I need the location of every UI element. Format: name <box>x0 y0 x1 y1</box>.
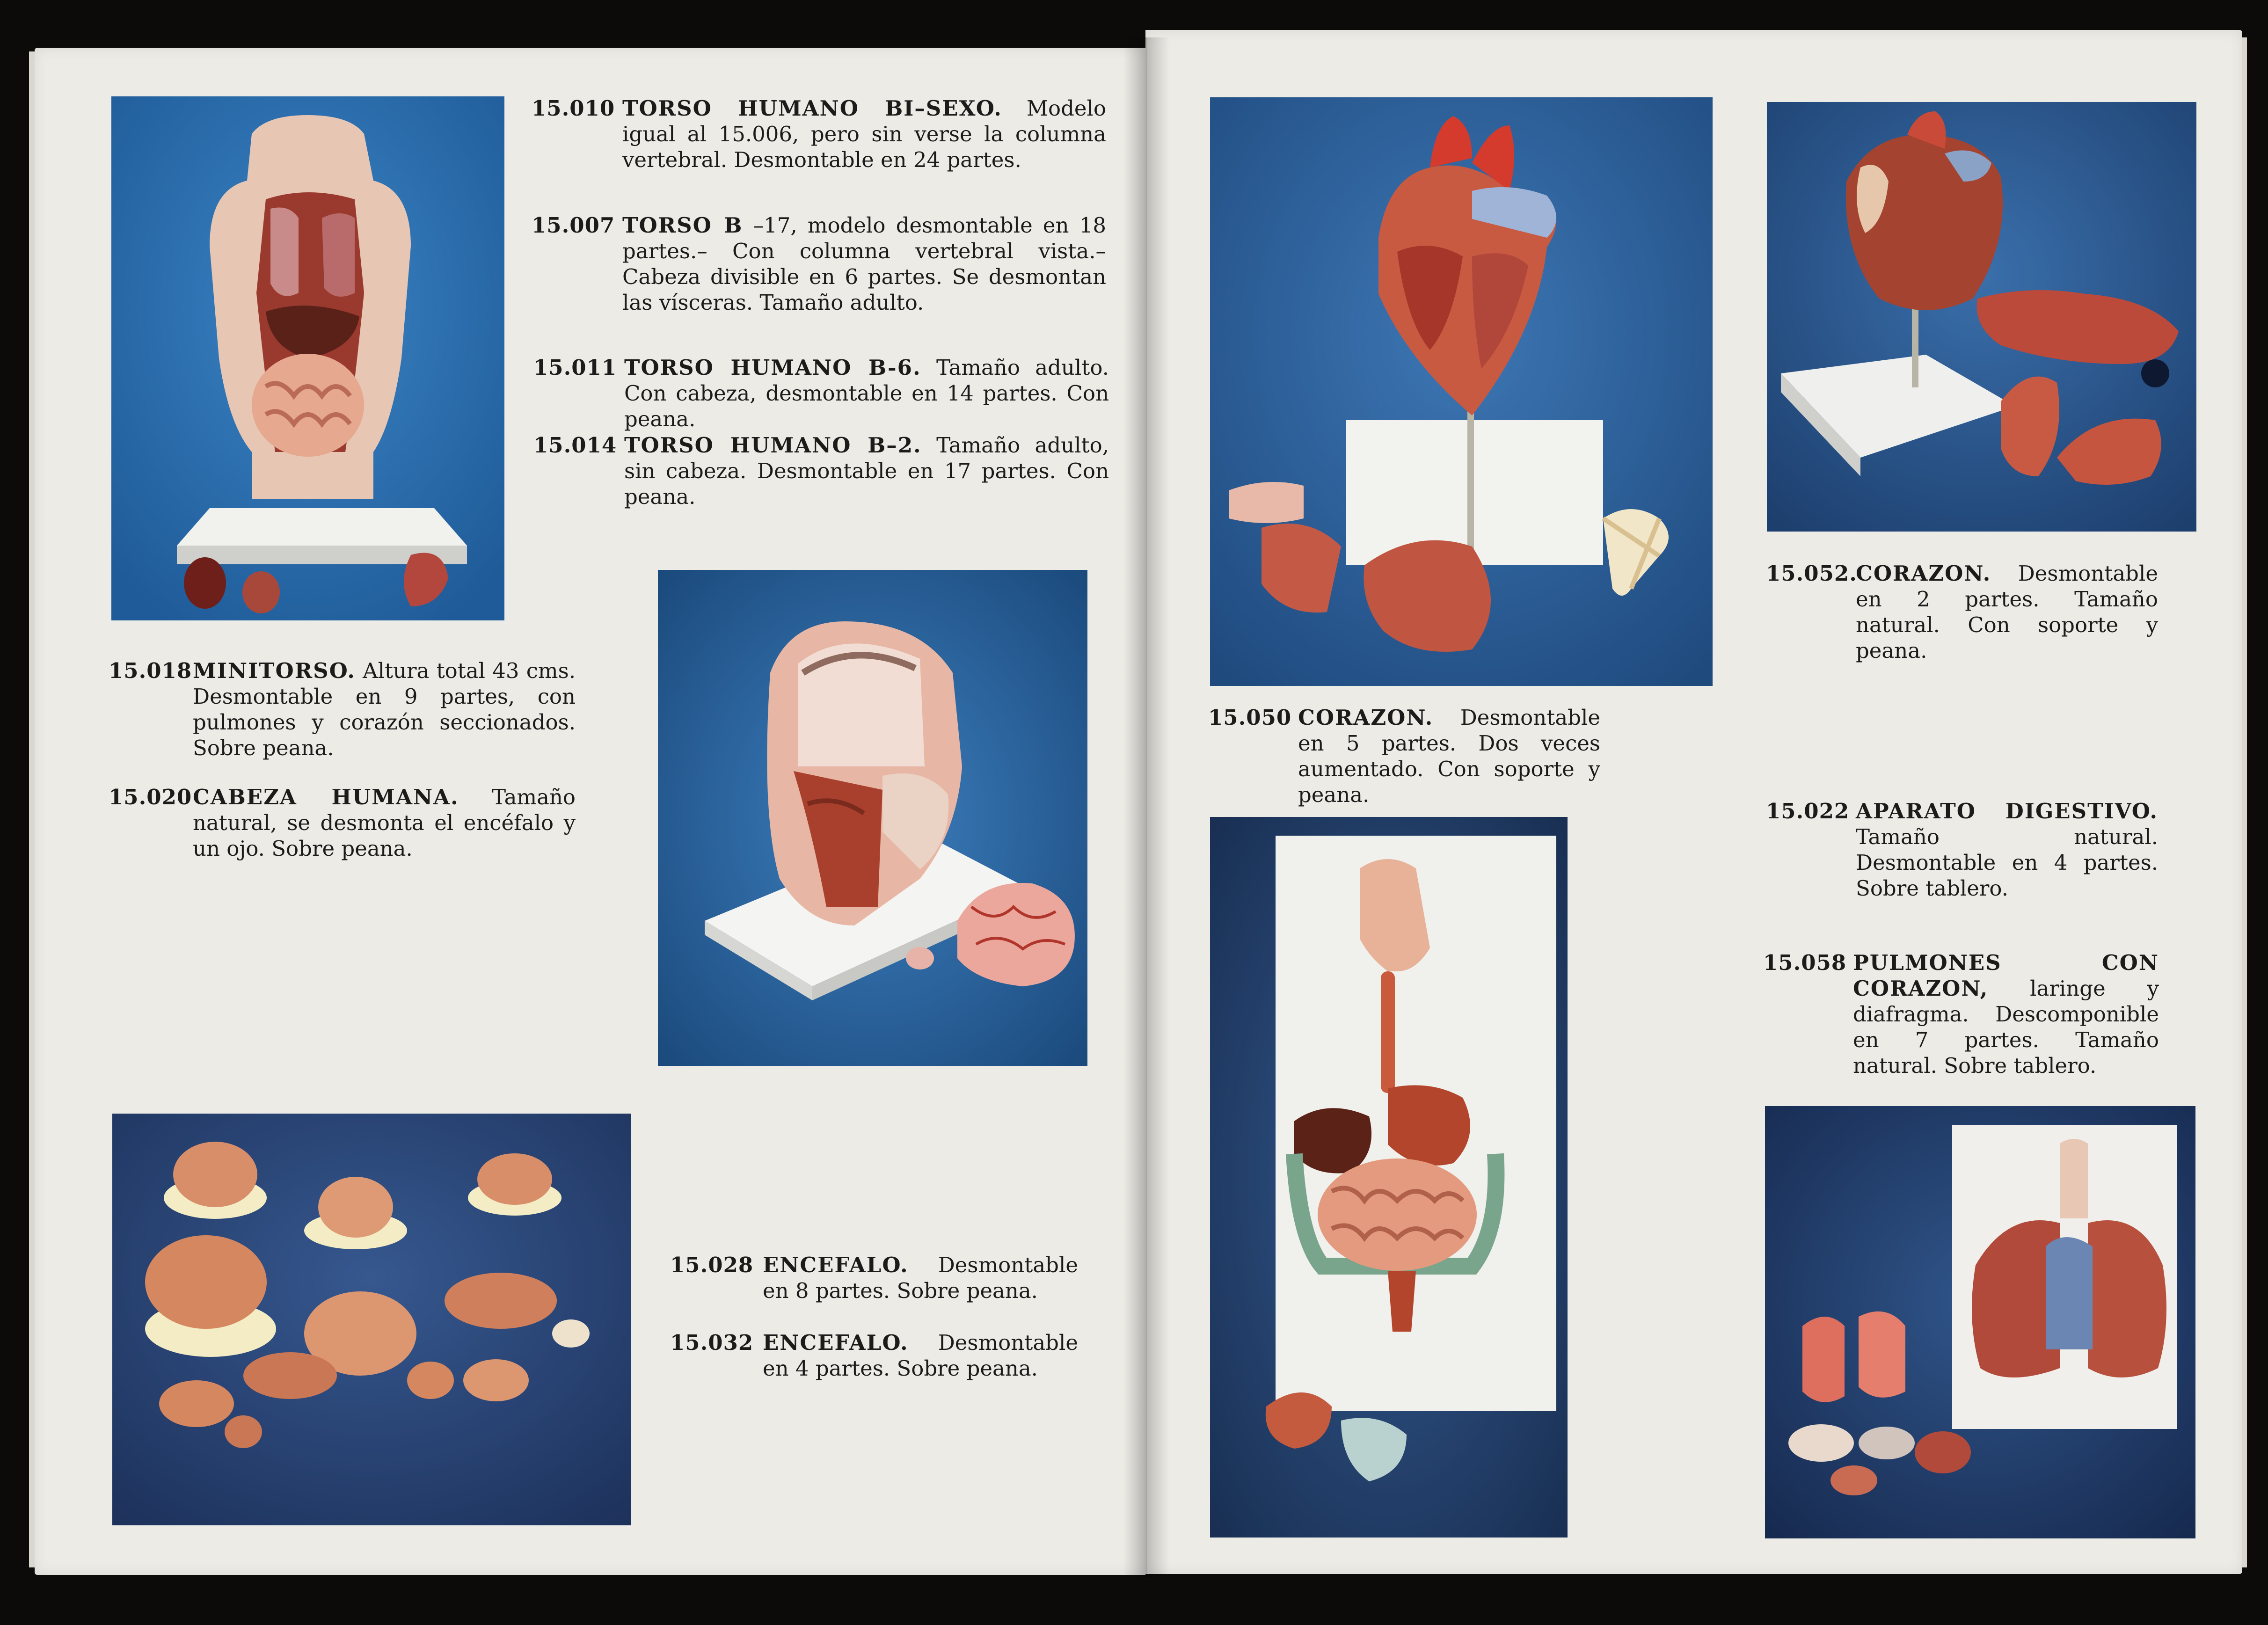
product-title: MINITORSO. <box>193 658 356 683</box>
product-title: PULMONES CON CORAZON, <box>1853 950 2159 1001</box>
product-code: 15.011 <box>533 355 617 380</box>
product-description: Tamaño adulto, sin cabeza. Desmontable en 17 partes. Con peana. <box>624 433 1109 509</box>
product-code: 15.032 <box>670 1330 754 1355</box>
product-title: CABEZA HUMANA. <box>193 785 459 809</box>
product-code: 15.022 <box>1766 799 1850 823</box>
photo-brain-models <box>112 1114 631 1525</box>
product-description: –17, modelo desmontable en 18 partes.– Con columna vertebral vista.– Cabeza divisible en 6 partes. Se desmontan las vísceras. Tamaño adulto. <box>622 213 1106 315</box>
photo-torso-model <box>111 96 504 620</box>
product-code: 15.007 <box>532 213 615 238</box>
product-title: ENCEFALO. <box>763 1330 909 1355</box>
product-code: 15.050 <box>1208 705 1292 730</box>
product-code: 15.052. <box>1766 561 1857 586</box>
product-description: Desmontable en 2 partes. Tamaño natural. Con soporte y peana. <box>1856 561 2158 663</box>
product-description: Tamaño natural, se desmonta el encéfalo y un ojo. Sobre peana. <box>193 785 576 861</box>
product-title: TORSO HUMANO BI–SEXO. <box>622 96 1002 121</box>
product-description: Modelo igual al 15.006, pero sin verse la columna vertebral. Desmontable en 24 partes. <box>622 96 1106 172</box>
photo-heart-model-natural <box>1767 102 2196 532</box>
product-description: laringe y diafragma. Descomponible en 7 partes. Tamaño natural. Sobre tablero. <box>1853 976 2159 1078</box>
product-description: Altura total 43 cms. Desmontable en 9 partes, con pulmones y corazón seccionados. Sobre peana. <box>193 658 576 760</box>
product-description: Desmontable en 8 partes. Sobre peana. <box>763 1253 1078 1303</box>
book-gutter <box>1123 37 1170 1577</box>
product-code: 15.020 <box>109 785 192 809</box>
product-code: 15.010 <box>532 96 615 121</box>
product-code: 15.018 <box>109 658 192 683</box>
product-description: Desmontable en 4 partes. Sobre peana. <box>763 1330 1078 1381</box>
product-description: Desmontable en 5 partes. Dos veces aumentado. Con soporte y peana. <box>1298 705 1600 807</box>
product-title: CORAZON. <box>1298 705 1434 730</box>
product-title: CORAZON. <box>1856 561 1991 586</box>
product-code: 15.028 <box>670 1253 754 1277</box>
product-code: 15.014 <box>533 433 617 458</box>
product-title: ENCEFALO. <box>763 1253 909 1277</box>
product-title: TORSO HUMANO B–2. <box>624 433 922 458</box>
product-title: APARATO DIGESTIVO. <box>1856 799 2158 823</box>
photo-lungs-heart-model <box>1765 1106 2195 1538</box>
product-title: TORSO B <box>622 213 743 238</box>
photo-heart-model-large <box>1210 97 1713 686</box>
product-description: Tamaño adulto. Con cabeza, desmontable en 14 partes. Con peana. <box>624 355 1109 431</box>
product-title: TORSO HUMANO B-6. <box>624 355 921 380</box>
photo-digestive-system-model <box>1210 817 1568 1538</box>
product-description: Tamaño natural. Desmontable en 4 partes. Sobre tablero. <box>1856 824 2158 901</box>
product-code: 15.058 <box>1763 950 1847 975</box>
photo-human-head-model <box>658 570 1087 1066</box>
